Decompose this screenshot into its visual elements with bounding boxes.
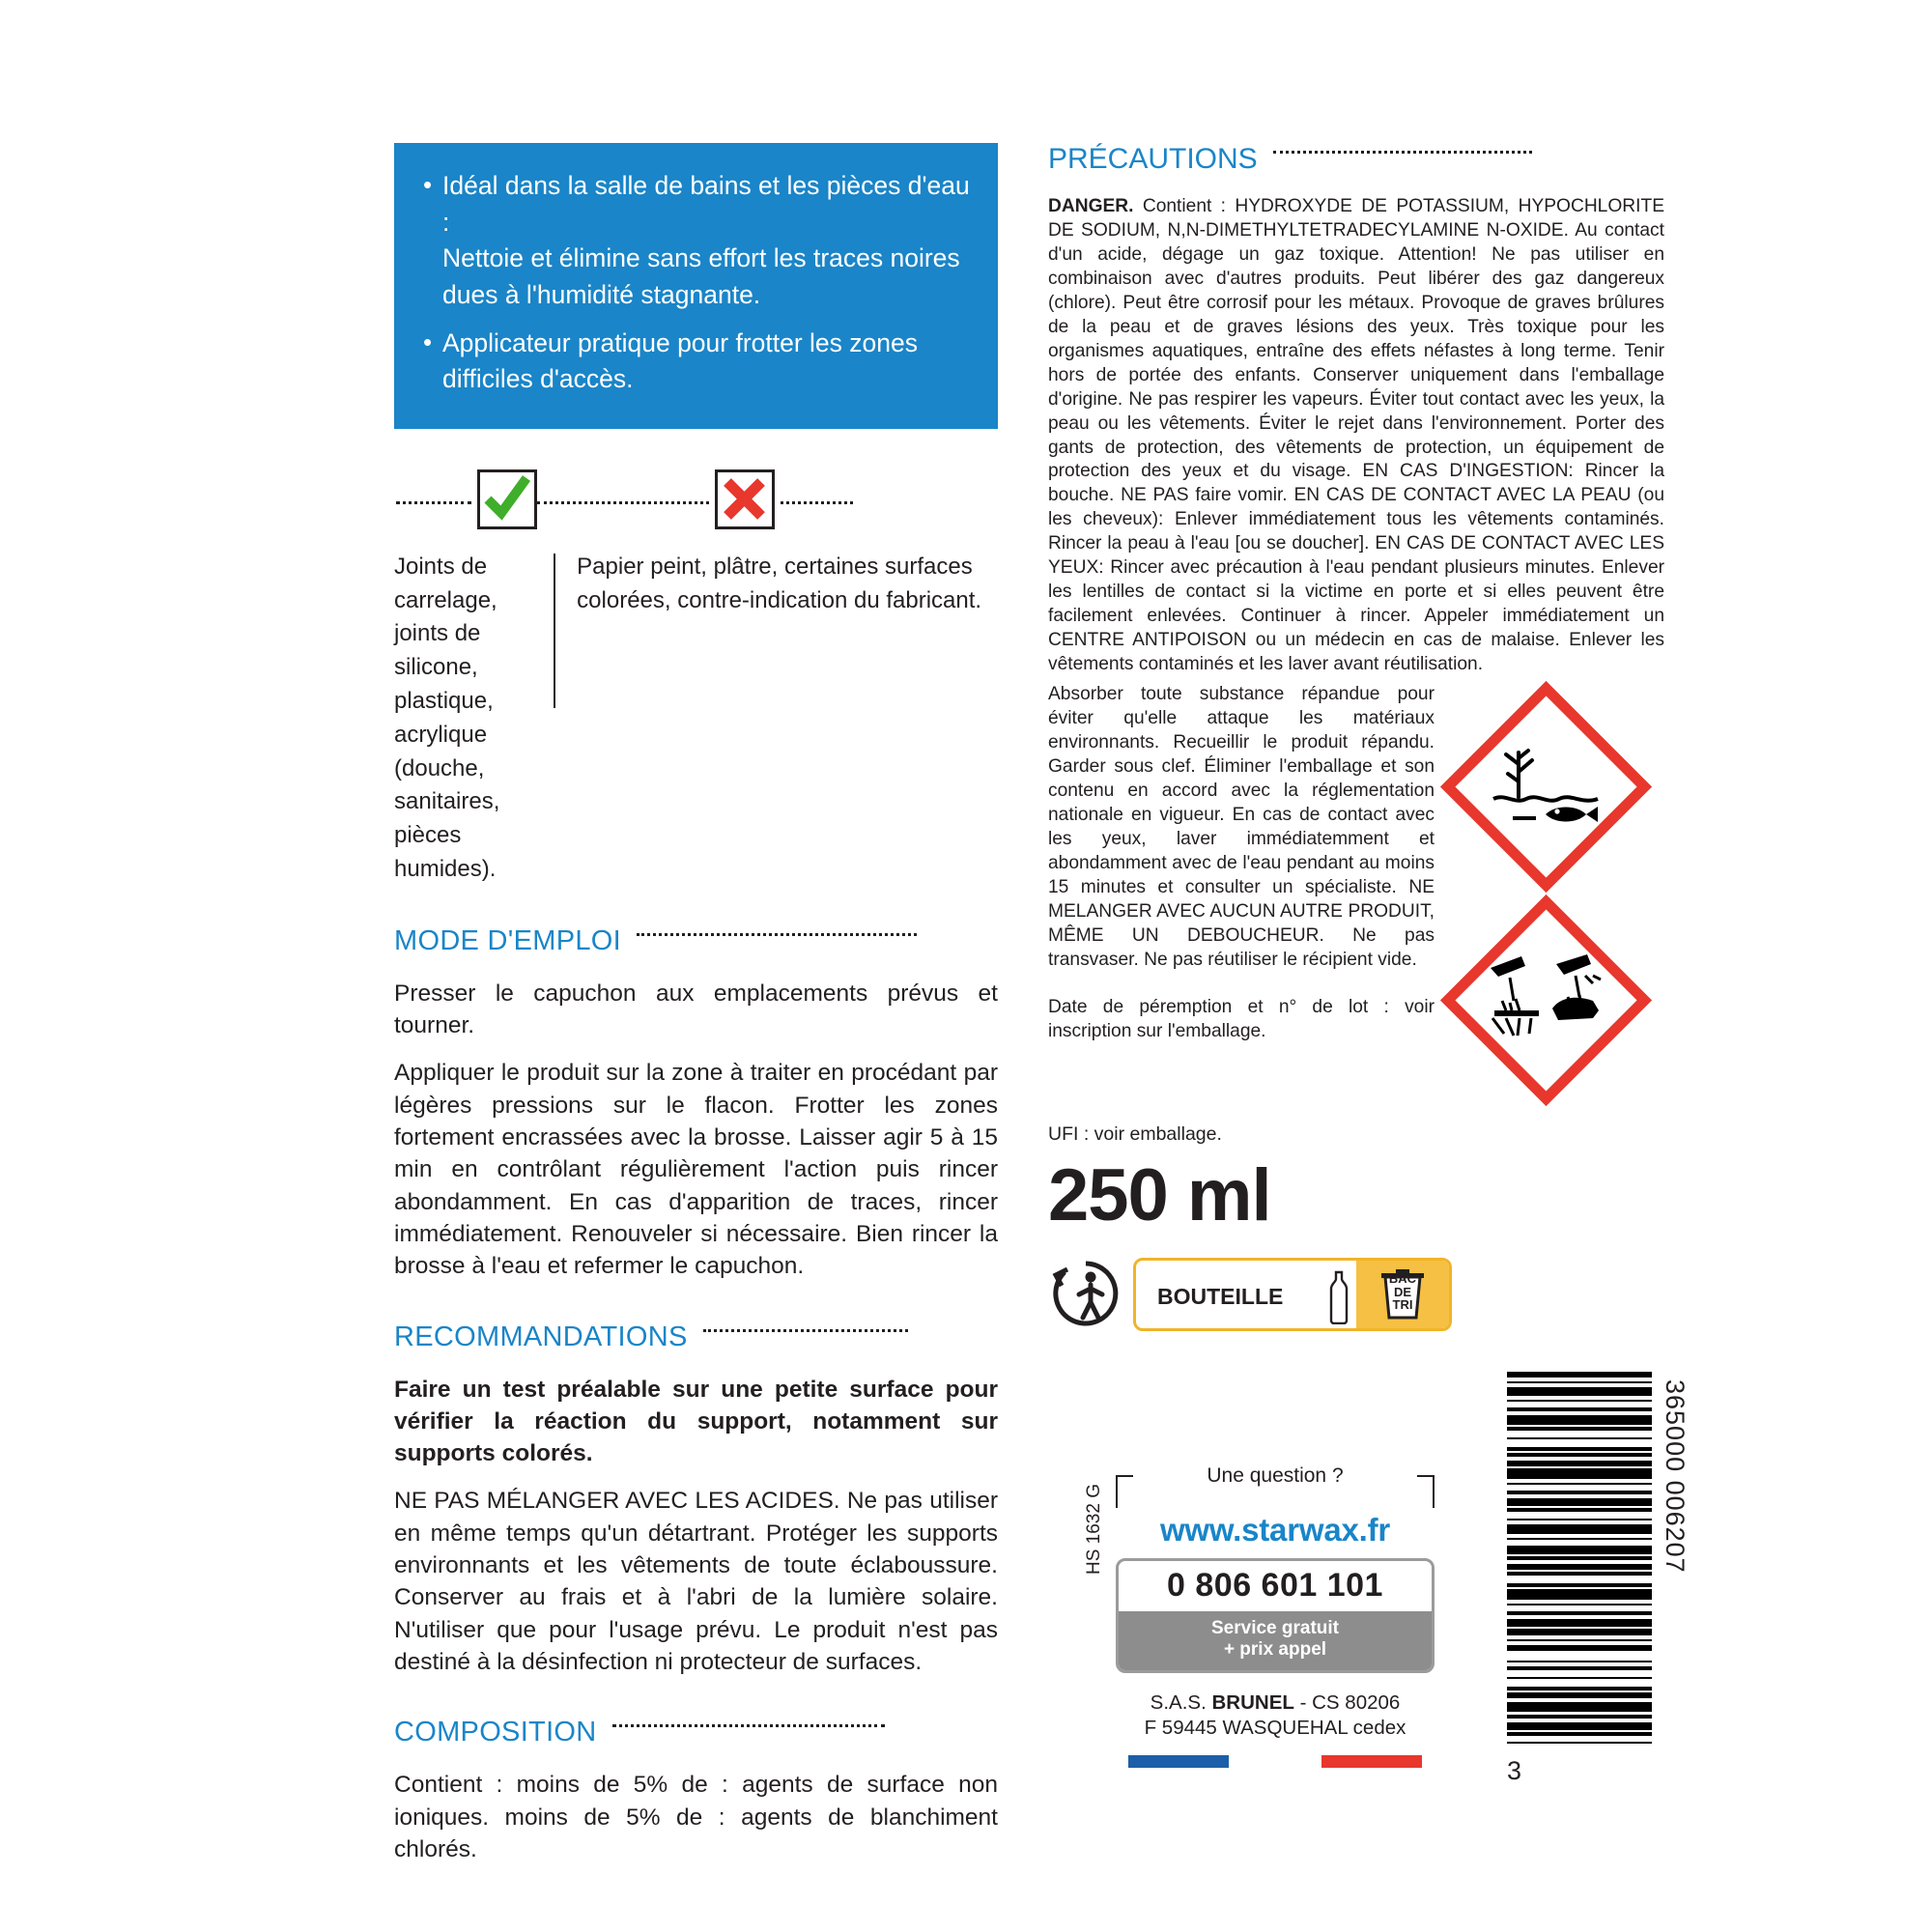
lot-date-paragraph: Date de péremption et n° de lot : voir inscription sur l'emballage. (1048, 997, 1435, 1042)
ghs09-environment-icon (1442, 683, 1650, 891)
barcode-image (1507, 1372, 1652, 1748)
flag-bars (1116, 1755, 1435, 1768)
highlight-bullet-2-main: Applicateur pratique pour frotter les zones difficiles d'accès. (442, 327, 918, 394)
dotted-rule (703, 1329, 908, 1332)
dotted-rule (612, 1724, 885, 1727)
dotted-rule-right (781, 501, 853, 504)
recycle-triman-icon (1048, 1256, 1123, 1331)
section-title-precautions: PRÉCAUTIONS (1048, 143, 1258, 175)
highlight-bullet-1 (421, 168, 971, 314)
left-column (394, 143, 1012, 1865)
phone-subtext-line1: Service gratuit (1211, 1618, 1339, 1638)
flag-bar-blue (1128, 1755, 1229, 1768)
mode-emploi-p2: Appliquer le produit sur la zone à traiter en procédant par légères pressions sur le flacon. Frotter les zones fortement encrassées avec la brosse. Laisser agir 5 à 15 min en contrôlant régulièrement l'action puis rincer abondamment. En cas d'apparition de traces, rincer immédiatement. Renouveler si nécessaire. Bien rincer la brosse à l'eau et refermer le capuchon. (394, 1060, 998, 1280)
flag-bar-red (1321, 1755, 1422, 1768)
ufi-text: UFI : voir emballage. (1048, 1123, 1222, 1146)
highlight-bullet-1-sub: Nettoie et élimine sans effort les traces noires dues à l'humidité stagnante. (442, 243, 960, 309)
barcode-block (1507, 1372, 1690, 1785)
danger-main-text: Contient : HYDROXYDE DE POTASSIUM, HYPOCHLORITE DE SODIUM, N,N-DIMETHYLTETRADECYLAMINE N-OXIDE. Au contact d'un acide, dégage un gaz toxique. Attention! Ne pas utiliser en combinaison avec d'autres produits. Peut libérer des gaz dangereux (chlore). Peut être corrosif pour les métaux. Provoque de graves brûlures de la peau et de graves lésions des yeux. Très toxique pour les organismes aquatiques, entraîne des effets néfastes à long terme. Tenir hors de portée des enfants. Conserver uniquement dans l'emballage d'origine. Ne pas respirer les vapeurs. Éviter tout contact avec les yeux, la peau ou les vêtements. Éviter le rejet dans l'environnement. Porter des gants de protection, des vêtements de protection, un équipement de protection des yeux et du visage. EN CAS D'INGESTION: Rincer la bouche. NE PAS faire vomir. EN CAS DE CONTACT AVEC LA PEAU (ou les cheveux): Enlever immédiatement tous les vêtements contaminés. Rincer la peau à l'eau [ou se doucher]. EN CAS DE CONTACT AVEC LES YEUX: Rincer avec précaution à l'eau pendant plusieurs minutes. Enlever les lentilles de contact si la victime en porte et si elles peuvent être facilement enlevées. Continuer à rincer. Appeler immédiatement un CENTRE ANTIPOISON ou un médecin en cas de malaise. Enlever les vêtements contaminés et les laver avant réutilisation. (1048, 196, 1664, 675)
section-title-composition: COMPOSITION (394, 1717, 597, 1748)
net-volume: 250 ml (1048, 1154, 1271, 1237)
dotted-rule (637, 933, 917, 936)
suitability-icon-row (394, 462, 998, 541)
bottle-sorting-badge (1133, 1258, 1452, 1331)
section-title-mode-emploi: MODE D'EMPLOI (394, 924, 622, 956)
barcode-lead-digit: 3 (1507, 1756, 1522, 1785)
mode-emploi-p1: Presser le capuchon aux emplacements prévus et tourner. (394, 980, 998, 1039)
bin-label-line3: TRI (1392, 1297, 1413, 1313)
composition-p1: Contient : moins de 5% de : agents de surface non ioniques. moins de 5% de : agents de blanchiment chlorés. (394, 1772, 998, 1862)
website-link[interactable]: www.starwax.fr (1159, 1512, 1391, 1548)
phone-subtext (1119, 1611, 1432, 1670)
dotted-rule-mid (537, 501, 709, 504)
highlights-box (394, 143, 998, 429)
recycling-info (1048, 1254, 1463, 1335)
bin-label-line2: DE (1393, 1284, 1412, 1299)
section-header-precautions (1048, 143, 1666, 184)
recommandations-body (394, 1374, 998, 1679)
sorting-bin-icon (1356, 1261, 1449, 1328)
company-prefix: S.A.S. (1150, 1690, 1212, 1714)
pictogram-column (1442, 683, 1664, 1110)
spill-handling-paragraph: Absorber toute substance répandue pour éviter qu'elle attaque les matériaux environnants. Recueillir le produit répandu. Garder sous clef. Éliminer l'emballage et son contenu en accord avec la réglementation nationale en vigueur. En cas de contact avec les yeux, laver immédiatemment et abondamment avec de l'eau pendant au moins 15 minutes et consulter un spécialiste. NE MELANGER AVEC AUCUN AUTRE PRODUIT, MÊME UN DEBOUCHEUR. Ne pas transvaser. Ne pas réutiliser le récipient vide. (1048, 684, 1435, 970)
contact-block (1116, 1464, 1435, 1768)
highlight-bullet-1-main: Idéal dans la salle de bains et les pièces d'eau : (442, 171, 970, 237)
pictogram-wrap-area (1048, 683, 1664, 1110)
section-title-recommandations: RECOMMANDATIONS (394, 1321, 688, 1352)
danger-word: DANGER. (1048, 196, 1134, 216)
company-line (1116, 1690, 1435, 1717)
ghs05-corrosion-icon (1442, 896, 1650, 1104)
danger-statement (1048, 195, 1664, 677)
section-header-composition (394, 1717, 1012, 1755)
suitability-lists (394, 551, 998, 887)
recommandations-p2: NE PAS MÉLANGER AVEC LES ACIDES. Ne pas utiliser en même temps qu'un détartrant. Protéger les supports environnants et les vêtements de toute éclaboussure. Conserver au frais et à l'abri de la lumière solaire. N'utiliser que pour l'usage prévu. Le produit n'est pas destiné à la désinfection ni protecteur de surfaces. (394, 1488, 998, 1676)
company-suffix: - CS 80206 (1293, 1690, 1401, 1714)
company-address (1116, 1690, 1435, 1742)
suitable-surfaces-text: Joints de carrelage, joints de silicone, plastique, acrylique (douche, sanitaires, pièces humides). (394, 553, 500, 882)
highlight-bullet-2 (421, 326, 971, 398)
company-city: F 59445 WASQUEHAL cedex (1144, 1717, 1406, 1740)
phone-box[interactable] (1116, 1558, 1435, 1673)
dotted-rule-left (396, 501, 471, 504)
barcode-digits: 365000 006207 (1661, 1379, 1690, 1574)
company-name: BRUNEL (1211, 1690, 1294, 1714)
recommandations-p1: Faire un test préalable sur une petite surface pour vérifier la réaction du support, notamment sur supports colorés. (394, 1376, 998, 1467)
bin-label-line1: BAC (1388, 1271, 1417, 1287)
right-column (1048, 143, 1666, 1335)
hs-code: HS 1632 G (1084, 1484, 1104, 1575)
question-banner (1116, 1464, 1435, 1508)
section-header-mode-emploi (394, 925, 1012, 964)
bottle-label: BOUTEILLE (1157, 1284, 1284, 1310)
check-mark-icon (477, 469, 537, 529)
mode-emploi-body (394, 978, 998, 1283)
bottle-icon (1325, 1270, 1352, 1324)
cross-mark-icon (715, 469, 775, 529)
question-label: Une question ? (1195, 1464, 1354, 1488)
phone-number[interactable]: 0 806 601 101 (1167, 1567, 1383, 1604)
dotted-rule (1273, 151, 1532, 154)
composition-body (394, 1769, 998, 1865)
section-header-recommandations (394, 1321, 1012, 1360)
phone-subtext-line2: + prix appel (1223, 1639, 1327, 1661)
unsuitable-surfaces-text: Papier peint, plâtre, certaines surfaces colorées, contre-indication du fabricant. (577, 553, 982, 613)
